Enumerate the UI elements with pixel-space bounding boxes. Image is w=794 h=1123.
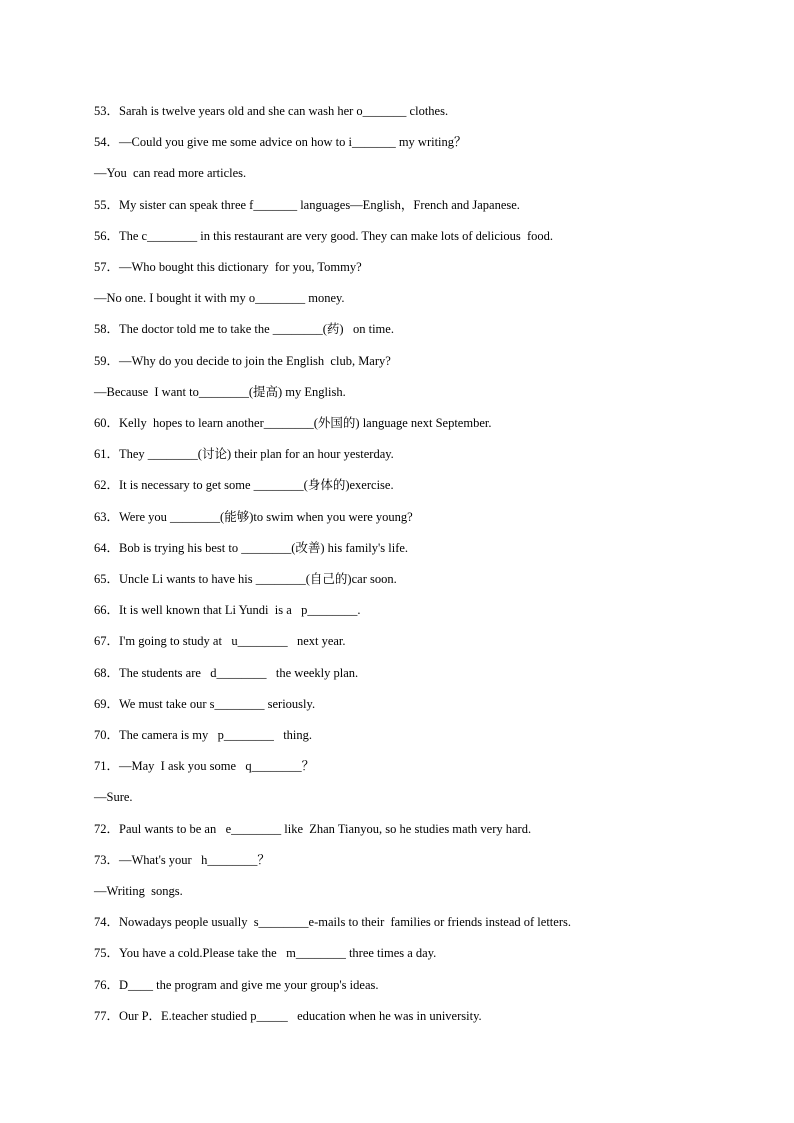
exercise-66: 66．It is well known that Li Yundi is a p________.	[94, 603, 361, 617]
exercise-59-answer: —Because I want to________(提高) my English.	[94, 385, 346, 399]
exercise-62: 62．It is necessary to get some ________(身体的)exercise.	[94, 478, 394, 492]
exercise-77: 77．Our P．E.teacher studied p_____ education when he was in university.	[94, 1009, 482, 1023]
exercise-53: 53．Sarah is twelve years old and she can wash her o_______ clothes.	[94, 104, 449, 118]
exercise-60: 60．Kelly hopes to learn another________(外国的) language next September.	[94, 416, 492, 430]
exercise-56: 56．The c________ in this restaurant are very good. They can make lots of delicious food.	[94, 229, 554, 243]
exercise-68: 68．The students are d________ the weekly plan.	[94, 666, 359, 680]
exercise-57: 57．—Who bought this dictionary for you, Tommy?	[94, 260, 362, 274]
exercise-75: 75．You have a cold.Please take the m________ three times a day.	[94, 946, 437, 960]
exercise-65: 65．Uncle Li wants to have his ________(自己的)car soon.	[94, 572, 397, 586]
exercise-73-answer: —Writing songs.	[94, 884, 183, 898]
exercise-61: 61．They ________(讨论) their plan for an hour yesterday.	[94, 447, 394, 461]
exercise-74: 74．Nowadays people usually s________e-mails to their families or friends instead of letters.	[94, 915, 571, 929]
exercise-67: 67．I'm going to study at u________ next year.	[94, 634, 346, 648]
exercise-72: 72．Paul wants to be an e________ like Zhan Tianyou, so he studies math very hard.	[94, 822, 532, 836]
exercise-76: 76．D____ the program and give me your group's ideas.	[94, 978, 379, 992]
exercise-71-answer: —Sure.	[94, 790, 133, 804]
exercise-58: 58．The doctor told me to take the ________(药) on time.	[94, 322, 394, 336]
exercise-59: 59．—Why do you decide to join the English club, Mary?	[94, 354, 391, 368]
exercise-54-answer: —You can read more articles.	[94, 166, 247, 180]
exercise-55: 55．My sister can speak three f_______ languages—English，French and Japanese.	[94, 198, 520, 212]
exercise-64: 64．Bob is trying his best to ________(改善) his family's life.	[94, 541, 409, 555]
exercise-57-answer: —No one. I bought it with my o________ money.	[94, 291, 345, 305]
exercise-70: 70．The camera is my p________ thing.	[94, 728, 313, 742]
exercise-69: 69．We must take our s________ seriously.	[94, 697, 316, 711]
exercise-54: 54．—Could you give me some advice on how to i_______ my writing？	[94, 135, 467, 149]
exercise-63: 63．Were you ________(能够)to swim when you were young?	[94, 510, 413, 524]
exercise-71: 71．—May I ask you some q________？	[94, 759, 315, 773]
exercise-73: 73．—What's your h________？	[94, 853, 270, 867]
